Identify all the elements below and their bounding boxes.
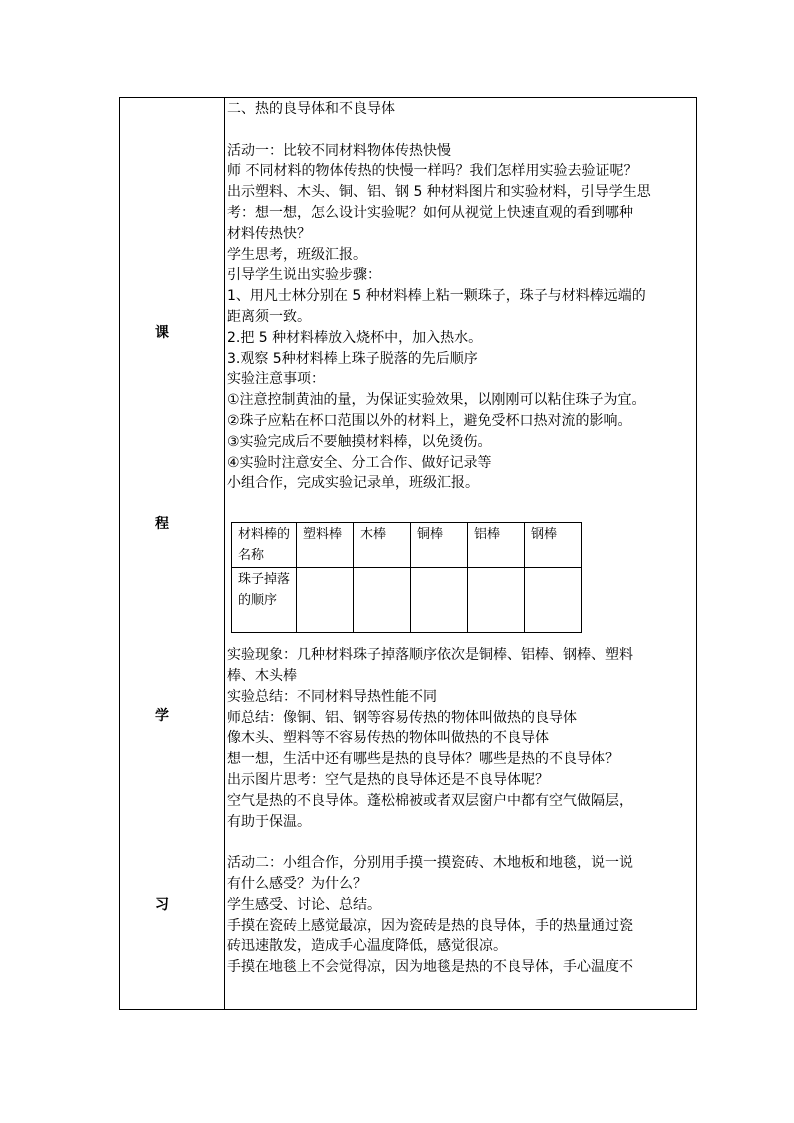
- text-line: 考：想一想，怎么设计实验呢？如何从视觉上快速直观的看到哪种: [227, 204, 633, 221]
- step-3: 3.观察 5种材料棒上珠子脱落的先后顺序: [227, 350, 478, 367]
- experiment-record-table: [231, 522, 582, 633]
- step-2: 2.把 5 种材料棒放入烧杯中，加入热水。: [227, 329, 483, 346]
- table-cell-material: 塑料棒: [297, 523, 354, 568]
- text-line: 小组合作，完成实验记录单，班级汇报。: [227, 475, 479, 492]
- table-cell-material: 钢棒: [525, 523, 582, 568]
- column-divider: [224, 97, 225, 1010]
- table-cell-empty: [411, 568, 468, 633]
- side-label-cheng: 程: [155, 516, 169, 532]
- table-header-drop-order: 珠子掉落的顺序: [232, 568, 297, 633]
- text-line: 距离须一致。: [227, 308, 311, 325]
- table-header-material-name: 材料棒的名称: [232, 523, 297, 568]
- side-label-ke: 课: [155, 325, 169, 341]
- text-line: 出示图片思考：空气是热的良导体还是不良导体呢？: [227, 771, 549, 788]
- text-line: 砖迅速散发，造成手心温度降低，感觉很凉。: [227, 938, 507, 955]
- experiment-phenomenon: 实验现象：几种材料珠子掉落顺序依次是铜棒、铝棒、钢棒、塑料: [227, 647, 633, 664]
- text-line: 引导学生说出实验步骤：: [227, 267, 381, 284]
- text-line: 师总结：像铜、铝、钢等容易传热的物体叫做热的良导体: [227, 709, 577, 726]
- text-line: 手摸在瓷砖上感觉最凉，因为瓷砖是热的良导体，手的热量通过瓷: [227, 917, 633, 934]
- note-2: ②珠子应粘在杯口范围以外的材料上，避免受杯口热对流的影响。: [227, 412, 632, 429]
- text-line: 空气是热的不良导体。蓬松棉被或者双层窗户中都有空气做隔层，: [227, 792, 633, 809]
- note-1: ①注意控制黄油的量，为保证实验效果，以刚刚可以粘住珠子为宜。: [227, 392, 646, 409]
- step-1: 1、用凡士林分别在 5 种材料棒上粘一颗珠子，珠子与材料棒远端的: [227, 288, 646, 305]
- text-line: 想一想，生活中还有哪些是热的良导体？哪些是热的不良导体？: [227, 751, 619, 768]
- table-cell-material: 铝棒: [468, 523, 525, 568]
- table-cell-empty: [354, 568, 411, 633]
- activity-1-title: 活动一：比较不同材料物体传热快慢: [227, 142, 451, 159]
- text-line: 手摸在地毯上不会觉得凉，因为地毯是热的不良导体，手心温度不: [227, 959, 633, 976]
- table-cell-material: 铜棒: [411, 523, 468, 568]
- notes-title: 实验注意事项：: [227, 371, 325, 388]
- side-label-xi: 习: [155, 897, 169, 913]
- text-line: 棒、木头棒: [227, 667, 297, 684]
- note-3: ③实验完成后不要触摸材料棒，以免烫伤。: [227, 433, 492, 450]
- note-4: ④实验时注意安全、分工合作、做好记录等: [227, 454, 492, 471]
- text-line: 师 不同材料的物体传热的快慢一样吗？我们怎样用实验去验证呢？: [227, 163, 638, 180]
- table-cell-empty: [468, 568, 525, 633]
- text-line: 学生感受、讨论、总结。: [227, 896, 381, 913]
- table-cell-empty: [297, 568, 354, 633]
- text-line: 像木头、塑料等不容易传热的物体叫做热的不良导体: [227, 730, 549, 747]
- text-line: 学生思考，班级汇报。: [227, 246, 367, 263]
- side-label-xue: 学: [155, 708, 169, 724]
- text-line: 材料传热快？: [227, 225, 311, 242]
- lesson-content: [227, 99, 697, 1008]
- table-cell-empty: [525, 568, 582, 633]
- experiment-summary: 实验总结：不同材料导热性能不同: [227, 688, 437, 705]
- text-line: 有什么感受？为什么？: [227, 875, 367, 892]
- table-cell-material: 木棒: [354, 523, 411, 568]
- activity-2-title: 活动二：小组合作，分别用手摸一摸瓷砖、木地板和地毯，说一说: [227, 855, 633, 872]
- text-line: 出示塑料、木头、铜、铝、钢 5 种材料图片和实验材料，引导学生思: [227, 184, 651, 201]
- text-line: 有助于保温。: [227, 813, 311, 830]
- section-title: 二、热的良导体和不良导体: [227, 101, 395, 117]
